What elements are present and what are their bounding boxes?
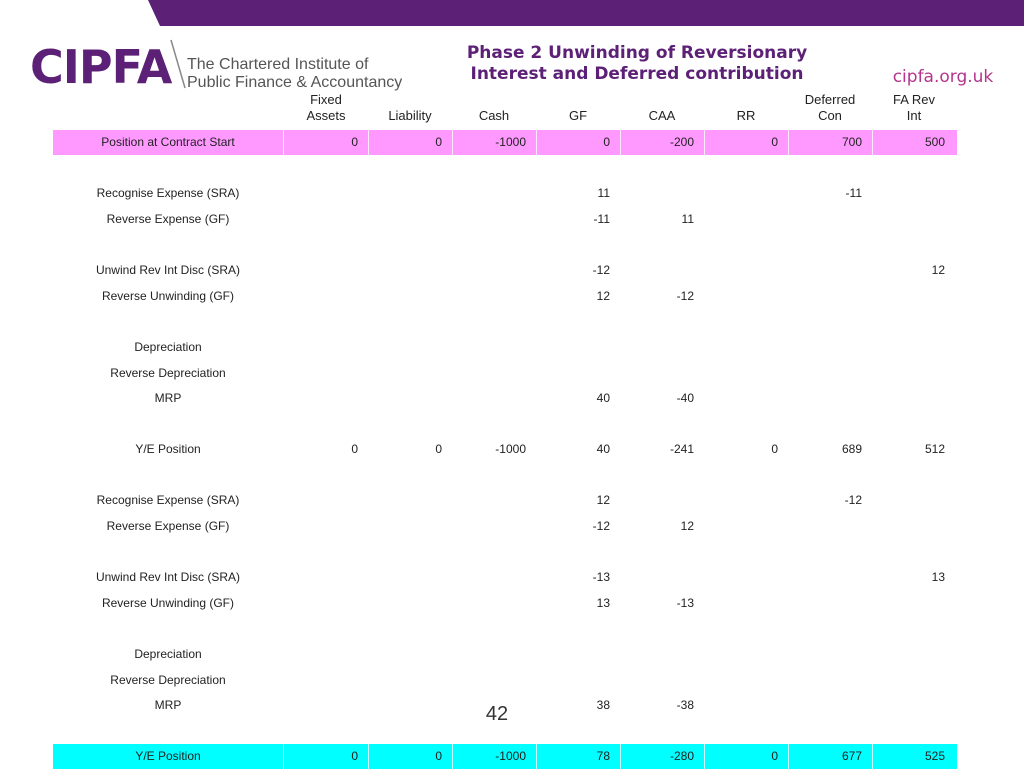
row-label: Reverse Unwinding (GF) xyxy=(101,596,235,610)
table-cell xyxy=(614,642,694,667)
row-label: MRP xyxy=(154,391,182,405)
table-cell: 11 xyxy=(681,212,694,226)
table-cell xyxy=(446,488,526,513)
column-header-line-2: Liability xyxy=(388,108,432,123)
table-cell xyxy=(865,514,945,539)
table-cell xyxy=(698,488,778,513)
row-label: Unwind Rev Int Disc (SRA) xyxy=(95,570,241,584)
table-cell xyxy=(698,361,778,386)
logo-wordmark: CIPFA xyxy=(30,40,172,94)
table-cell: 0 xyxy=(351,749,358,763)
table-cell: 500 xyxy=(924,135,945,149)
table-cell xyxy=(362,668,442,693)
table-row xyxy=(53,514,957,539)
table-cell: 11 xyxy=(597,186,610,200)
table-cell xyxy=(782,514,862,539)
table-cell: 13 xyxy=(596,596,610,610)
table-cell xyxy=(362,591,442,616)
table-cell xyxy=(446,668,526,693)
row-label: Recognise Expense (SRA) xyxy=(96,493,240,507)
table-cell: -200 xyxy=(669,135,694,149)
table-cell: 677 xyxy=(841,749,862,763)
table-cell: -12 xyxy=(844,493,862,507)
table-cell: -12 xyxy=(676,289,694,303)
table-cell xyxy=(446,642,526,667)
table-cell xyxy=(614,361,694,386)
table-cell xyxy=(278,181,358,206)
table-cell xyxy=(865,591,945,616)
table-cell xyxy=(865,361,945,386)
table-cell: -12 xyxy=(592,263,610,277)
column-header-line-1 xyxy=(536,92,620,108)
table-cell: 0 xyxy=(435,442,442,456)
table-cell xyxy=(698,207,778,232)
table-cell: 0 xyxy=(771,749,778,763)
table-cell xyxy=(362,642,442,667)
table-cell xyxy=(782,668,862,693)
table-cell: -40 xyxy=(676,391,694,405)
table-cell xyxy=(278,668,358,693)
table-row xyxy=(53,591,957,616)
table-cell xyxy=(782,386,862,411)
column-header-line-2: Int xyxy=(906,108,922,123)
table-cell xyxy=(446,514,526,539)
table-cell: 0 xyxy=(351,442,358,456)
table-cell: 0 xyxy=(603,135,610,149)
column-header-line-2: Assets xyxy=(306,108,346,123)
row-label: Depreciation xyxy=(134,647,202,661)
table-cell xyxy=(865,181,945,206)
table-cell xyxy=(278,488,358,513)
table-cell xyxy=(362,335,442,360)
table-cell: 0 xyxy=(351,135,358,149)
column-header xyxy=(872,92,956,124)
table-cell xyxy=(782,361,862,386)
table-cell xyxy=(362,181,442,206)
table-cell: 0 xyxy=(771,135,778,149)
table-cell xyxy=(865,284,945,309)
table-cell xyxy=(782,642,862,667)
row-label: Y/E Position xyxy=(135,749,201,763)
table-cell xyxy=(278,207,358,232)
table-cell xyxy=(698,668,778,693)
table-cell xyxy=(278,335,358,360)
table-cell: -1000 xyxy=(495,442,526,456)
table-cell: 38 xyxy=(596,698,610,712)
table-cell: 512 xyxy=(924,442,945,456)
row-label: MRP xyxy=(154,698,182,712)
table-row xyxy=(53,668,957,693)
column-header-line-1 xyxy=(620,92,704,108)
row-label: Reverse Expense (GF) xyxy=(106,519,230,533)
table-cell xyxy=(865,207,945,232)
table-row xyxy=(53,181,957,206)
table-cell xyxy=(446,258,526,283)
top-brand-band xyxy=(0,0,1024,26)
table-cell xyxy=(698,693,778,718)
table-cell: 12 xyxy=(596,493,610,507)
table-cell xyxy=(278,284,358,309)
table-cell: 525 xyxy=(924,749,945,763)
website-link[interactable]: cipfa.org.uk xyxy=(892,67,994,87)
table-cell xyxy=(362,565,442,590)
table-cell: -280 xyxy=(669,749,694,763)
column-header-line-2: RR xyxy=(736,108,756,123)
table-row xyxy=(53,335,957,360)
table-cell xyxy=(782,284,862,309)
table-cell xyxy=(865,642,945,667)
column-header-line-1 xyxy=(452,92,536,108)
table-cell: 0 xyxy=(771,442,778,456)
table-cell xyxy=(278,361,358,386)
table-cell xyxy=(446,565,526,590)
table-cell xyxy=(278,693,358,718)
table-cell xyxy=(278,258,358,283)
table-cell xyxy=(614,181,694,206)
table-cell xyxy=(530,361,610,386)
table-cell: -13 xyxy=(592,570,610,584)
table-cell: 12 xyxy=(931,263,945,277)
logo-subtitle-line-1: The Chartered Institute of xyxy=(187,56,369,73)
column-header xyxy=(620,92,704,124)
table-cell xyxy=(362,284,442,309)
table-cell: -11 xyxy=(593,212,610,226)
table-row xyxy=(53,361,957,386)
table-cell xyxy=(614,565,694,590)
table-cell xyxy=(698,181,778,206)
table-cell: -13 xyxy=(676,596,694,610)
table-cell xyxy=(698,386,778,411)
table-row xyxy=(53,258,957,283)
table-cell xyxy=(614,258,694,283)
cipfa-logo xyxy=(30,40,410,94)
table-cell: 700 xyxy=(841,135,862,149)
page-number: 42 xyxy=(485,703,509,725)
table-cell xyxy=(362,361,442,386)
column-header-line-1: Deferred xyxy=(804,92,856,107)
logo-subtitle-line-2: Public Finance & Accountancy xyxy=(187,74,403,91)
table-cell: -1000 xyxy=(495,749,526,763)
table-cell: 12 xyxy=(680,519,694,533)
column-header xyxy=(452,92,536,124)
table-cell xyxy=(530,668,610,693)
table-cell xyxy=(698,258,778,283)
table-cell xyxy=(698,591,778,616)
row-label: Reverse Expense (GF) xyxy=(106,212,230,226)
table-row xyxy=(53,642,957,667)
table-cell xyxy=(278,514,358,539)
table-cell: 0 xyxy=(435,135,442,149)
table-cell xyxy=(446,181,526,206)
table-cell xyxy=(698,565,778,590)
row-label: Reverse Depreciation xyxy=(110,366,226,380)
table-cell: -11 xyxy=(845,186,862,200)
table-cell xyxy=(614,488,694,513)
table-cell xyxy=(614,335,694,360)
table-cell: 78 xyxy=(596,749,610,763)
slide-title-line-2: Interest and Deferred contribution xyxy=(470,64,804,84)
column-header-line-2: CAA xyxy=(648,108,676,123)
table-cell xyxy=(362,514,442,539)
row-label: Reverse Depreciation xyxy=(110,673,226,687)
table-cell: 689 xyxy=(841,442,862,456)
table-cell xyxy=(698,514,778,539)
column-header xyxy=(788,92,872,124)
table-cell xyxy=(865,693,945,718)
table-cell xyxy=(782,591,862,616)
row-label: Depreciation xyxy=(134,340,202,354)
table-row xyxy=(53,488,957,513)
table-cell xyxy=(278,591,358,616)
table-cell xyxy=(362,488,442,513)
column-header-line-1: FA Rev xyxy=(893,92,935,107)
logo-slash-icon xyxy=(168,38,188,92)
table-row xyxy=(53,744,957,769)
table-cell xyxy=(865,668,945,693)
table-cell xyxy=(278,565,358,590)
table-cell xyxy=(446,361,526,386)
table-cell xyxy=(446,207,526,232)
table-cell xyxy=(865,335,945,360)
table-cell xyxy=(782,565,862,590)
column-header-line-1: Fixed xyxy=(310,92,342,107)
table-cell xyxy=(530,642,610,667)
table-cell: 40 xyxy=(596,442,610,456)
table-cell xyxy=(782,693,862,718)
column-header-line-1 xyxy=(704,92,788,108)
table-cell xyxy=(865,488,945,513)
logo-subtitle xyxy=(187,56,417,92)
column-header-line-2: Cash xyxy=(478,108,510,123)
table-cell xyxy=(362,693,442,718)
table-cell: 0 xyxy=(435,749,442,763)
table-cell xyxy=(446,335,526,360)
slide-title-line-1: Phase 2 Unwinding of Reversionary xyxy=(466,43,808,63)
table-cell: -1000 xyxy=(495,135,526,149)
table-cell xyxy=(782,258,862,283)
table-cell: 12 xyxy=(596,289,610,303)
table-row xyxy=(53,565,957,590)
table-cell: -241 xyxy=(669,442,694,456)
table-row xyxy=(53,284,957,309)
table-cell xyxy=(614,668,694,693)
row-label: Y/E Position xyxy=(135,442,201,456)
row-label: Position at Contract Start xyxy=(101,135,235,149)
column-header xyxy=(704,92,788,124)
table-cell: -38 xyxy=(676,698,694,712)
table-cell xyxy=(782,335,862,360)
table-row xyxy=(53,386,957,411)
slide-title xyxy=(440,43,834,85)
column-header-line-1 xyxy=(368,92,452,108)
table-cell xyxy=(698,335,778,360)
table-cell xyxy=(362,258,442,283)
table-cell xyxy=(698,642,778,667)
table-cell xyxy=(362,207,442,232)
column-header-line-2: Con xyxy=(818,108,842,123)
table-cell xyxy=(278,642,358,667)
row-label: Reverse Unwinding (GF) xyxy=(101,289,235,303)
table-cell xyxy=(530,335,610,360)
row-label: Recognise Expense (SRA) xyxy=(96,186,240,200)
column-header xyxy=(284,92,368,124)
table-cell xyxy=(446,386,526,411)
table-cell xyxy=(782,207,862,232)
table-cell xyxy=(698,284,778,309)
table-cell: -12 xyxy=(592,519,610,533)
column-header-line-2: GF xyxy=(568,108,588,123)
table-cell: 40 xyxy=(596,391,610,405)
table-cell: 13 xyxy=(931,570,945,584)
column-header xyxy=(536,92,620,124)
table-cell xyxy=(278,386,358,411)
table-cell xyxy=(865,386,945,411)
row-label: Unwind Rev Int Disc (SRA) xyxy=(95,263,241,277)
table-row xyxy=(53,130,957,155)
table-row xyxy=(53,437,957,462)
table-cell xyxy=(446,591,526,616)
table-cell xyxy=(446,284,526,309)
table-cell xyxy=(362,386,442,411)
column-header xyxy=(368,92,452,124)
table-row xyxy=(53,207,957,232)
